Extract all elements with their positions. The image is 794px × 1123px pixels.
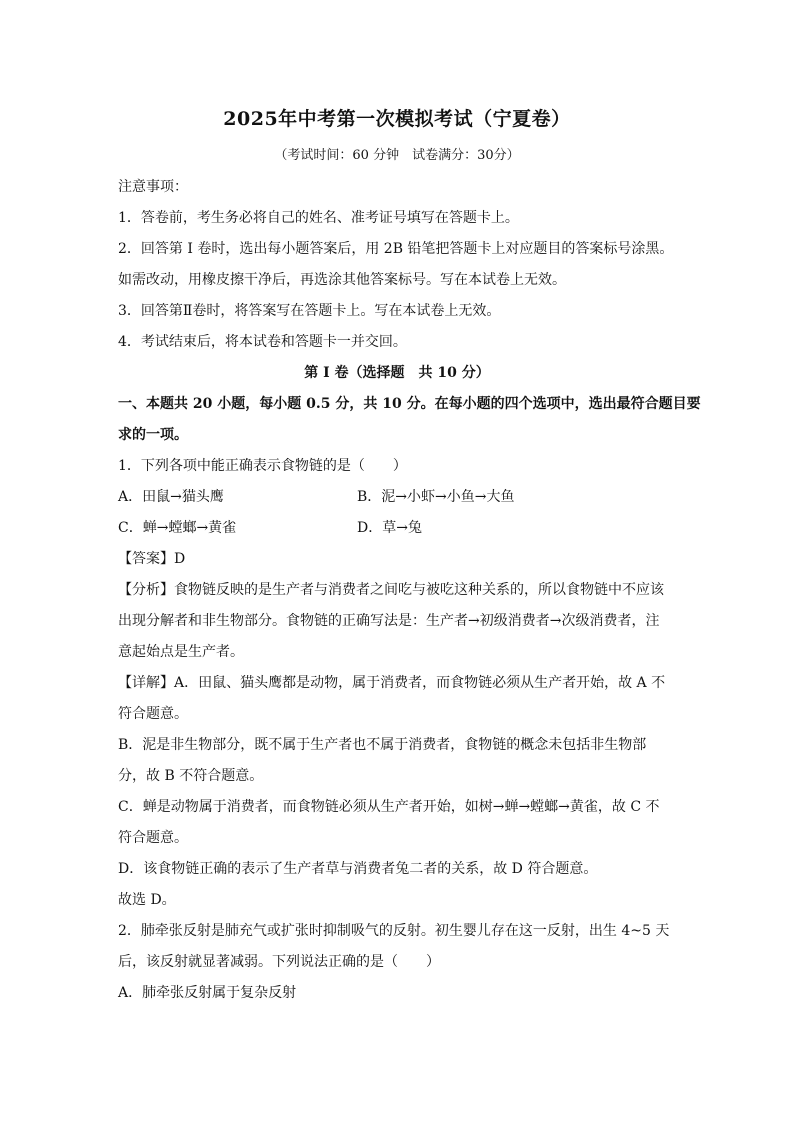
notice-heading: 注意事项： <box>118 179 188 195</box>
question-1-detail: B．泥是非生物部分，既不属于生产者也不属于消费者，食物链的概念未包括非生物部 <box>118 737 647 753</box>
question-1-detail: D．该食物链正确的表示了生产者草与消费者兔二者的关系，故 D 符合题意。 <box>118 861 598 877</box>
question-1-option-c: C．蝉→螳螂→黄雀 <box>118 520 237 536</box>
question-1-detail: 分，故 B 不符合题意。 <box>118 768 264 784</box>
section-title: 第 I 卷（选择题 共 10 分） <box>304 365 490 381</box>
question-1-detail: 符合题意。 <box>118 706 188 722</box>
notice-item-3: 3．回答第Ⅱ卷时，将答案写在答题卡上。写在本试卷上无效。 <box>118 303 501 319</box>
question-1-option-a: A．田鼠→猫头鹰 <box>118 489 224 505</box>
exam-info: （考试时间：60 分钟 试卷满分：30分） <box>274 148 520 163</box>
question-1-detail: 符合题意。 <box>118 830 188 846</box>
question-1-stem: 1．下列各项中能正确表示食物链的是（ ） <box>118 458 407 474</box>
question-2-option-a: A．肺牵张反射属于复杂反射 <box>118 985 297 1001</box>
section-instruction-cont: 求的一项。 <box>118 427 188 443</box>
question-1-analysis: 意起始点是生产者。 <box>118 644 244 660</box>
question-1-conclusion: 故选 D。 <box>118 892 176 908</box>
notice-item-2-cont: 如需改动，用橡皮擦干净后，再选涂其他答案标号。写在本试卷上无效。 <box>118 272 566 288</box>
notice-item-2: 2．回答第 I 卷时，选出每小题答案后，用 2B 铅笔把答题卡上对应题目的答案标号涂黑。 <box>118 241 674 257</box>
notice-item-1: 1．答卷前，考生务必将自己的姓名、准考证号填写在答题卡上。 <box>118 210 519 226</box>
question-1-detail: C．蝉是动物属于消费者，而食物链必须从生产者开始，如树→蝉→螳螂→黄雀，故 C 不 <box>118 799 660 815</box>
page-title: 2025年中考第一次模拟考试（宁夏卷） <box>223 108 571 130</box>
section-instruction: 一、本题共 20 小题，每小题 0.5 分，共 10 分。在每小题的四个选项中，选出最符合题目要 <box>118 396 701 412</box>
question-1-detail: 【详解】A．田鼠、猫头鹰都是动物，属于消费者，而食物链必须从生产者开始，故 A 不 <box>118 675 666 691</box>
notice-item-4: 4．考试结束后，将本试卷和答题卡一并交回。 <box>118 334 407 350</box>
question-1-answer: 【答案】D <box>118 551 186 567</box>
question-2-stem: 2．肺牵张反射是肺充气或扩张时抑制吸气的反射。初生婴儿存在这一反射，出生 4~5 天 <box>118 923 670 939</box>
question-1-option-b: B．泥→小虾→小鱼→大鱼 <box>357 489 515 505</box>
question-1-analysis: 【分析】食物链反映的是生产者与消费者之间吃与被吃这种关系的，所以食物链中不应该 <box>118 582 664 598</box>
question-2-stem-cont: 后，该反射就显著减弱。下列说法正确的是（ ） <box>118 954 440 970</box>
question-1-option-d: D．草→兔 <box>357 520 422 536</box>
question-1-analysis: 出现分解者和非生物部分。食物链的正确写法是：生产者→初级消费者→次级消费者，注 <box>118 613 660 629</box>
